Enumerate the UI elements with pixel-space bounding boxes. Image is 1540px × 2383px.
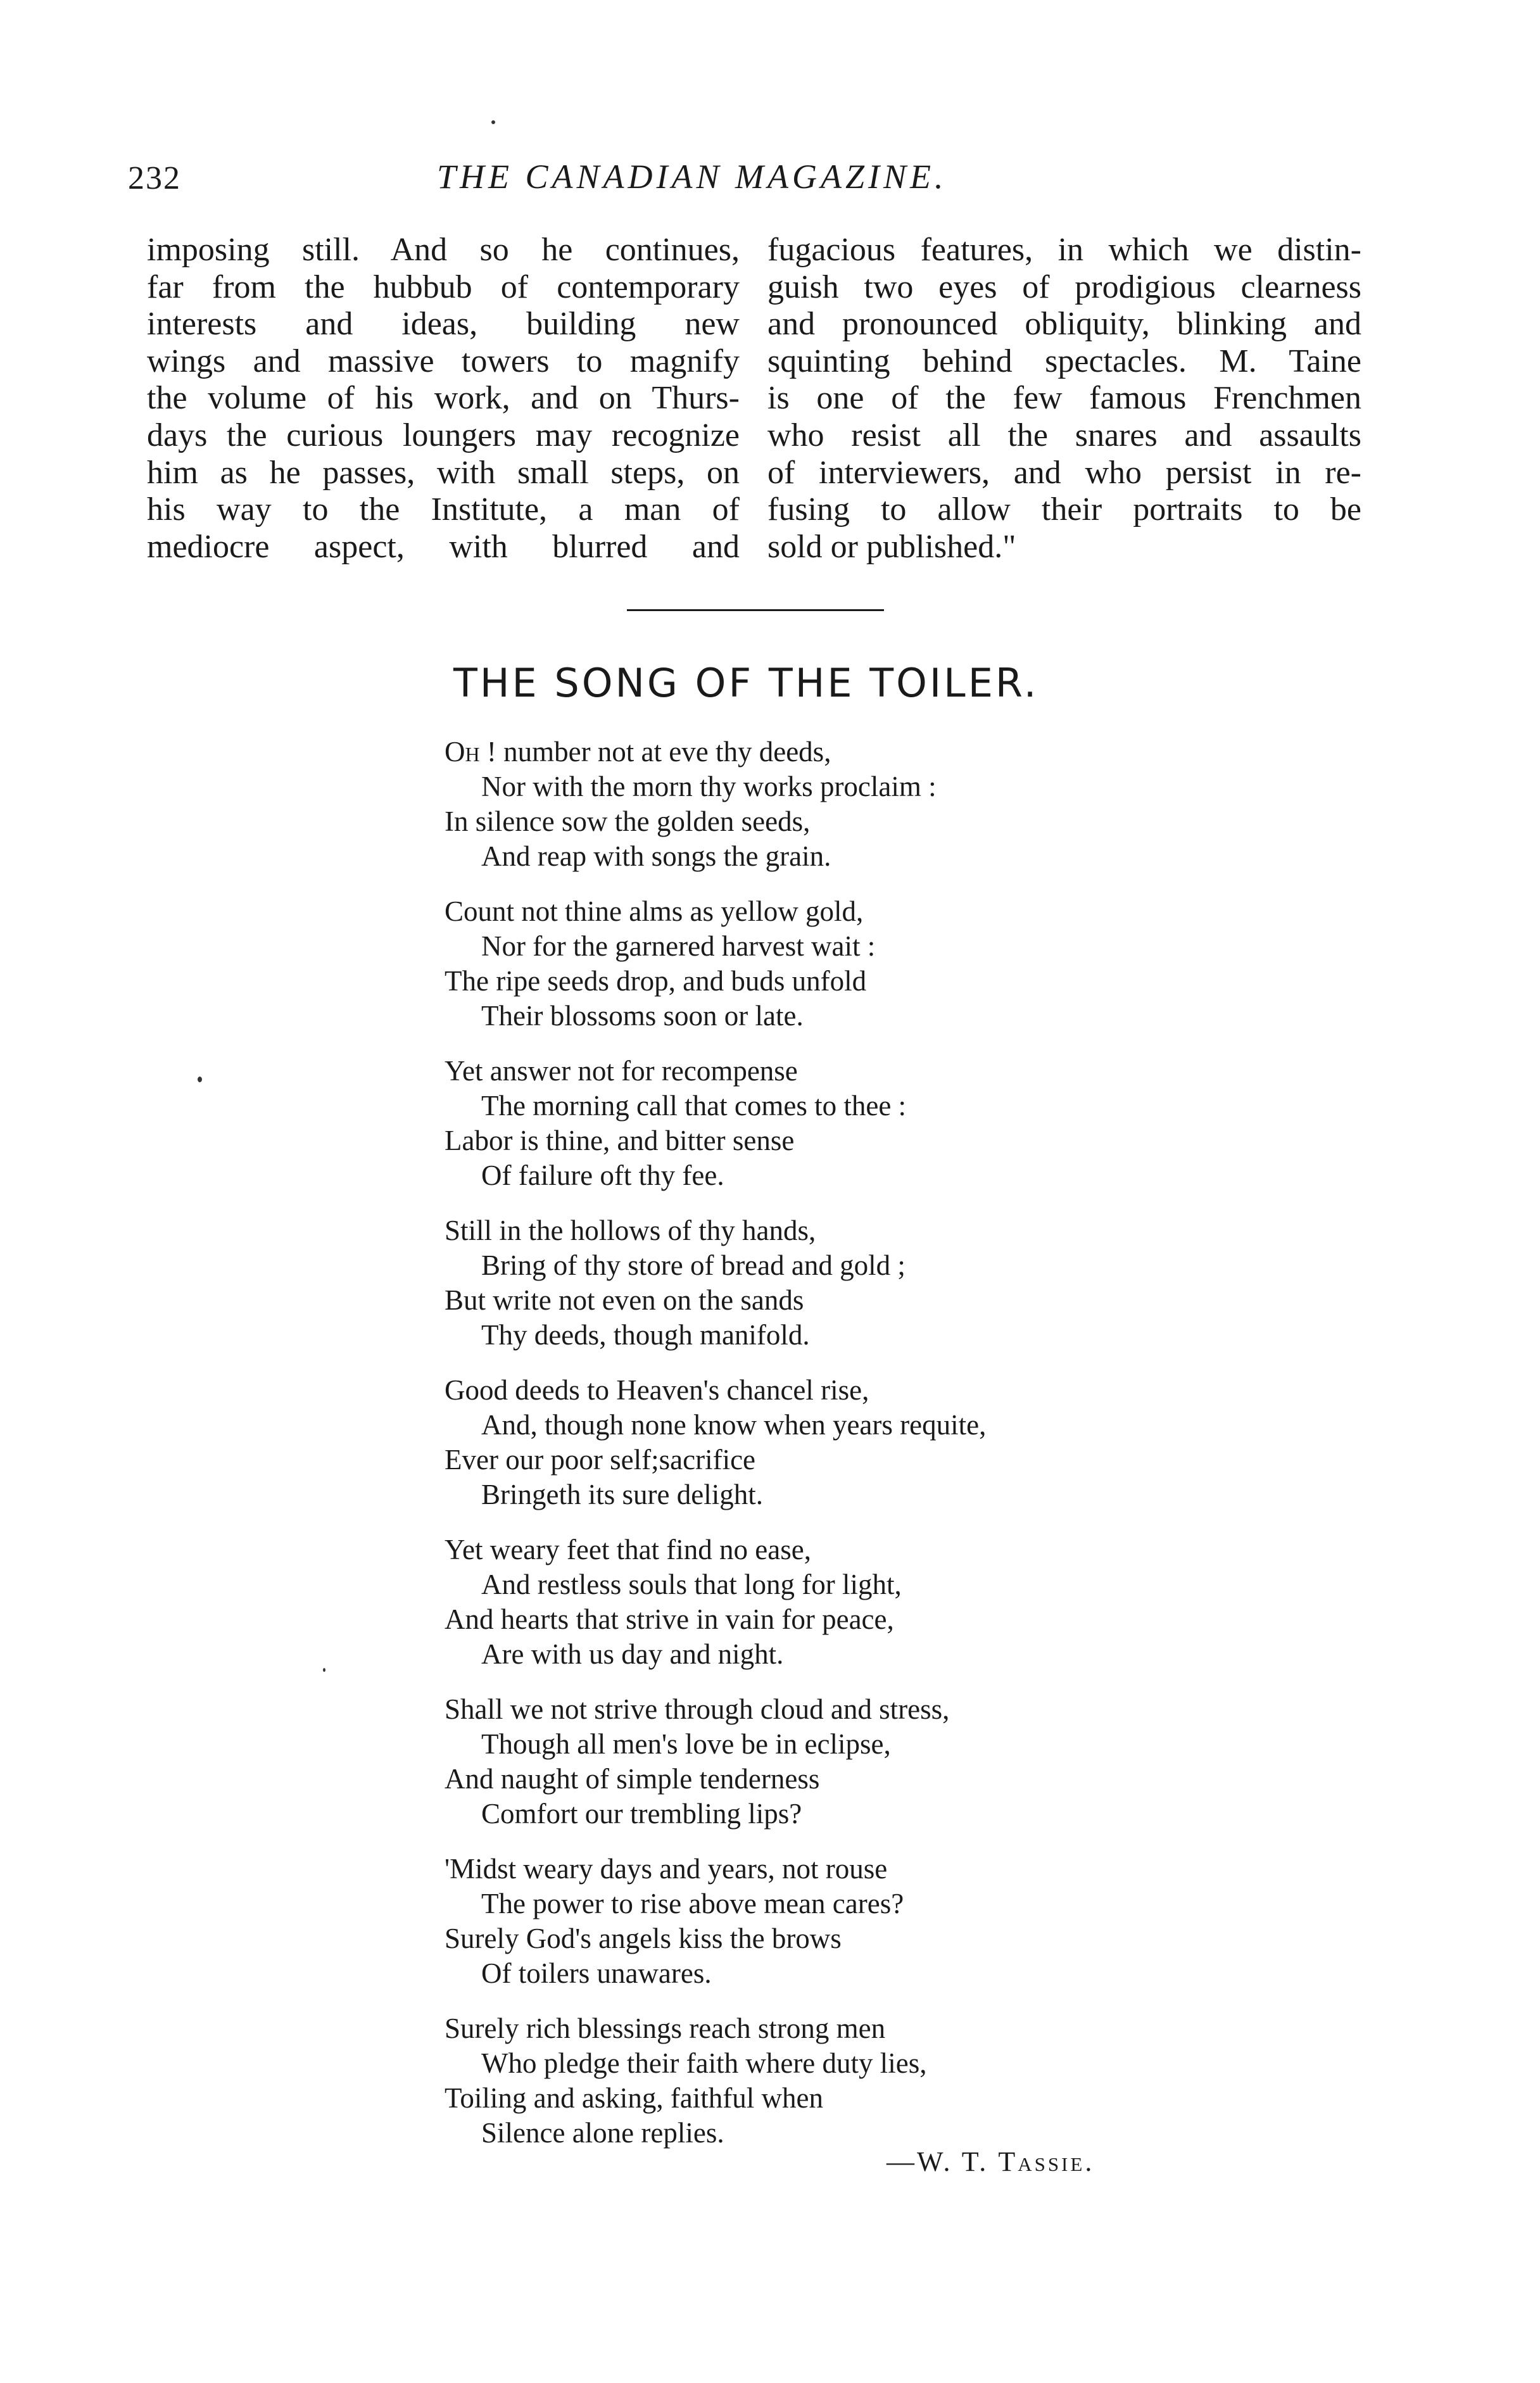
verse-line: Surely rich blessings reach strong men <box>445 2013 886 2044</box>
verse-line: Good deeds to Heaven's chancel rise, <box>445 1374 869 1406</box>
stanza <box>445 1533 1204 1672</box>
prose-line: who resist all the snares and assaults <box>767 417 1361 453</box>
stanza <box>445 1692 1204 1831</box>
verse-line: Of toilers unawares. <box>481 1957 712 1989</box>
prose-line: the volume of his work, and on Thurs- <box>147 380 740 417</box>
verse-line: Though all men's love be in eclipse, <box>481 1728 891 1760</box>
stanza <box>445 1373 1204 1512</box>
verse-line: The power to rise above mean cares? <box>481 1888 904 1919</box>
verse-line: And hearts that strive in vain for peace, <box>445 1603 894 1635</box>
verse-line: But write not even on the sands <box>445 1284 804 1316</box>
prose-line: squinting behind spectacles. M. Taine <box>767 343 1361 379</box>
prose-line: of interviewers, and who persist in re- <box>767 454 1361 491</box>
stanza <box>445 1852 1204 1991</box>
prose-line: fugacious features, in which we distin- <box>767 232 1361 268</box>
verse-line: Shall we not strive through cloud and stress, <box>445 1693 950 1725</box>
prose-line: his way to the Institute, a man of <box>147 491 740 528</box>
verse-line: Their blossoms soon or late. <box>481 1000 804 1032</box>
verse-line: Who pledge their faith where duty lies, <box>481 2047 927 2079</box>
verse-line: And restless souls that long for light, <box>481 1569 902 1600</box>
print-speck <box>323 1668 325 1672</box>
print-speck <box>491 120 495 124</box>
verse-line: And naught of simple tenderness <box>445 1763 820 1795</box>
verse-line: Nor with the morn thy works proclaim : <box>481 771 937 802</box>
prose-line: is one of the few famous Frenchmen <box>767 380 1361 417</box>
prose-line: far from the hubbub of contemporary <box>147 269 740 305</box>
verse-line: Ever our poor self;sacrifice <box>445 1444 756 1476</box>
verse-line: And, though none know when years requite, <box>481 1409 987 1441</box>
prose-line: days the curious loungers may recognize <box>147 417 740 453</box>
prose-line: and pronounced obliquity, blinking and <box>767 306 1361 343</box>
poem-signature <box>887 2146 1094 2178</box>
verse-line: Yet answer not for recompense <box>445 1055 798 1087</box>
verse-line: Nor for the garnered harvest wait : <box>481 930 876 962</box>
verse-line: Bringeth its sure delight. <box>481 1479 763 1510</box>
verse-line: The ripe seeds drop, and buds unfold <box>445 965 867 997</box>
verse-line: Yet weary feet that find no ease, <box>445 1534 811 1565</box>
verse-line: Surely God's angels kiss the brows <box>445 1923 842 1954</box>
verse-line: 'Midst weary days and years, not rouse <box>445 1853 888 1885</box>
stanza <box>445 735 1204 874</box>
prose-line: fusing to allow their portraits to be <box>767 491 1361 528</box>
drop-word: Oh <box>445 736 480 768</box>
page-number: 232 <box>128 160 181 196</box>
poem-title: THE SONG OF THE TOILER. <box>453 660 1039 706</box>
stanza <box>445 1054 1204 1193</box>
poem-body <box>445 735 1204 2171</box>
stanza <box>445 894 1204 1033</box>
section-divider-rule <box>627 609 884 611</box>
verse-line: And reap with songs the grain. <box>481 840 831 872</box>
verse-line: Labor is thine, and bitter sense <box>445 1125 795 1156</box>
verse-line: Are with us day and night. <box>481 1638 784 1670</box>
prose-left-column <box>147 232 740 566</box>
print-speck <box>198 1077 202 1082</box>
prose-right-column <box>767 232 1361 566</box>
verse-line: Toiling and asking, faithful when <box>445 2082 823 2114</box>
stanza <box>445 1213 1204 1353</box>
stanza <box>445 2011 1204 2151</box>
verse-line: Bring of thy store of bread and gold ; <box>481 1249 906 1281</box>
verse-line: Count not thine alms as yellow gold, <box>445 895 864 927</box>
verse-line: Comfort our trembling lips? <box>481 1798 802 1830</box>
running-head: THE CANADIAN MAGAZINE. <box>437 158 947 196</box>
verse-line: Thy deeds, though manifold. <box>481 1319 810 1351</box>
verse-line: The morning call that comes to thee : <box>481 1090 907 1122</box>
verse-line: Still in the hollows of thy hands, <box>445 1215 816 1246</box>
prose-line: guish two eyes of prodigious clearness <box>767 269 1361 305</box>
verse-line: Of failure oft thy fee. <box>481 1160 724 1191</box>
signature-prefix: —W. T. <box>887 2146 999 2177</box>
prose-line: imposing still. And so he continues, <box>147 232 740 268</box>
prose-line: sold or published." <box>767 528 1016 565</box>
verse-line: In silence sow the golden seeds, <box>445 806 811 837</box>
signature-name: Tassie. <box>998 2146 1095 2177</box>
prose-line: mediocre aspect, with blurred and <box>147 528 740 565</box>
verse-line: Silence alone replies. <box>481 2117 724 2149</box>
prose-line: interests and ideas, building new <box>147 306 740 343</box>
verse-line <box>445 735 1204 769</box>
verse-line-text: ! number not at eve thy deeds, <box>486 736 831 768</box>
prose-line: wings and massive towers to magnify <box>147 343 740 379</box>
prose-line: him as he passes, with small steps, on <box>147 454 740 491</box>
